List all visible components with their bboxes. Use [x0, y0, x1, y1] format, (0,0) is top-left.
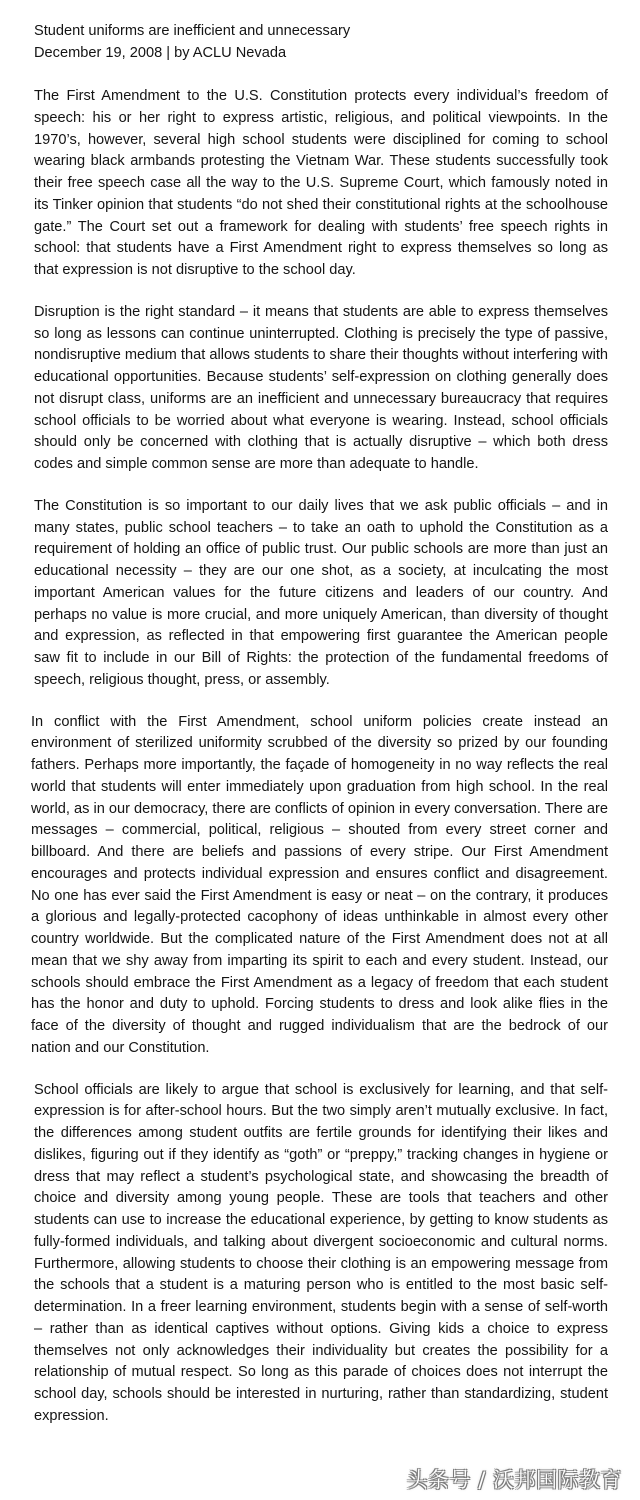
paragraph-5: School officials are likely to argue that school is exclusively for learning, and that self-expression is for after-school hours. But the two simply aren’t mutually exclusive. In fact, the differences among student outfits are fertile grounds for identifying their likes and dislikes, figuring out if they identify as “goth” or “preppy,” tracking changes in hygiene or dress that may reflect a student’s psychological state, and showcasing the breadth of choice and diversity among young people. These are tools that teachers and other students can use to increase the educational experience, by getting to know students as fully-formed individuals, and talking about divergent socioeconomic and cultural norms. Furthermore, allowing students to choose their clothing is an empowering message from the schools that a student is a maturing person who is entitled to the most basic self-determination. In a freer learning environment, students begin with a sense of self-worth – rather than as identical captives without options. Giving kids a choice to express themselves not only acknowledges their individuality but creates the possibility for a relationship of mutual respect. So long as this parade of choices does not interrupt the school day, schools should be interested in nurturing, rather than standardizing, student expression.	[34, 1081, 608, 1424]
byline-separator: |	[166, 45, 171, 61]
article-byline	[34, 42, 608, 64]
paragraph-3: The Constitution is so important to our daily lives that we ask public officials – and in many states, public school teachers – to take an oath to uphold the Constitution as a requirement of holding an office of public trust. Our public schools are more than just an educational necessity – they are our one shot, as a society, at inculcating the most important American values for the future citizens and leaders of our country. And perhaps no value is more crucial, and more uniquely American, than diversity of thought and expression, as reflected in that empowering first guarantee the American people saw fit to include in our Bill of Rights: the protection of the fundamental freedoms of speech, religious thought, press, or assembly.	[34, 497, 608, 688]
article-date: December 19, 2008	[34, 45, 163, 61]
article-title: Student uniforms are inefficient and unnecessary	[34, 23, 351, 39]
article-author: by ACLU Nevada	[174, 45, 287, 61]
paragraph-4: In conflict with the First Amendment, school uniform policies create instead an environment of sterilized uniformity scrubbed of the diversity so prized by our founding fathers. Perhaps more importantly, the façade of homogeneity in no way reflects the real world that students will enter immediately upon graduation from high school. In the real world, as in our democracy, there are conflicts of opinion in every conversation. There are messages – commercial, political, religious – shouted from every street corner and billboard. And there are beliefs and passions of every stripe. Our First Amendment encourages and protects individual expression and ensures conflict and disagreement. No one has ever said the First Amendment is easy or neat – on the contrary, it produces a glorious and legally-protected cacophony of ideas unthinkable in almost every other country worldwide. But the complicated nature of the First Amendment does not at all mean that we shy away from imparting its spirit to each and every student. Instead, our schools should embrace the First Amendment as a legacy of freedom that each student has the honor and duty to uphold. Forcing students to dress and look alike flies in the face of the diversity of thought and rugged individualism that are the bedrock of our nation and our Constitution.	[31, 713, 609, 1056]
paragraph-1: The First Amendment to the U.S. Constitution protects every individual’s freedom of speech: his or her right to express artistic, religious, and political viewpoints. In the 1970’s, however, several high school students were disciplined for coming to school wearing black armbands protesting the Vietnam War. These students successfully took their free speech case all the way to the U.S. Supreme Court, which famously noted in its Tinker opinion that students “do not shed their constitutional rights at the schoolhouse gate.” The Court set out a framework for dealing with students’ free speech rights in school: that students have a First Amendment right to express themselves so long as that expression is not disruptive to the school day.	[34, 88, 608, 278]
watermark: 头条号 / 沃邦国际教育	[406, 1468, 622, 1492]
paragraph-2: Disruption is the right standard – it means that students are able to express themselves so long as lessons can continue uninterrupted. Clothing is precisely the type of passive, nondisruptive medium that allows students to share their thoughts without interfering with educational opportunities. Because students’ self-expression on clothing generally does not disrupt class, uniforms are an inefficient and unnecessary bureaucracy that requires school officials to be worried about what everyone is wearing. Instead, school officials should only be concerned with clothing that is actually disruptive – which both dress codes and simple common sense are more than adequate to handle.	[34, 303, 608, 472]
article	[31, 20, 609, 1448]
